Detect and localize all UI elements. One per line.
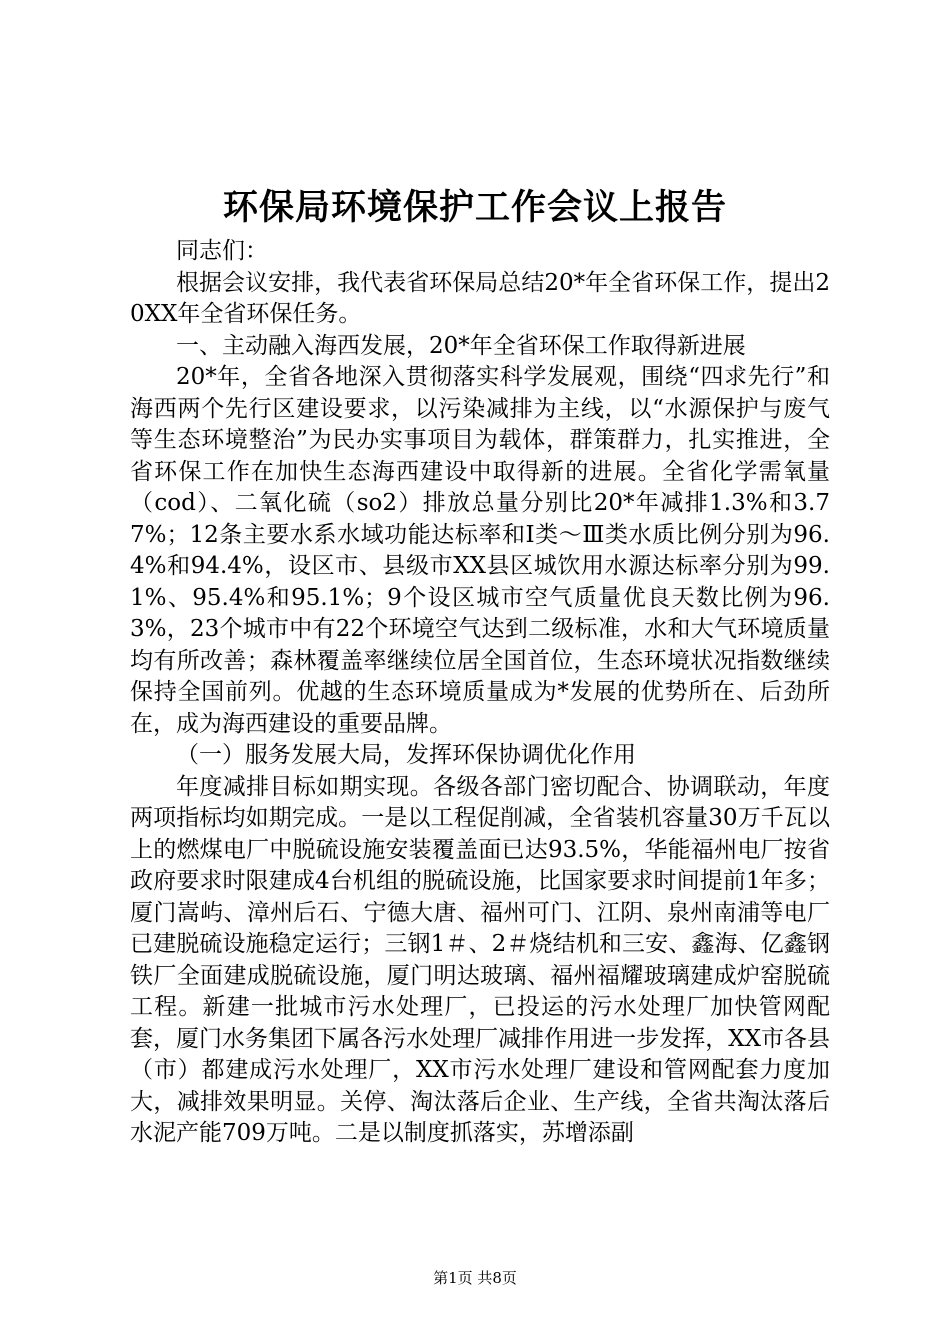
summary-paragraph: 20*年，全省各地深入贯彻落实科学发展观，围绕“四求先行”和海西两个先行区建设要求，以污染减排为主线，以“水源保护与废气等生态环境整治”为民办实事项目为载体，群策群力，扎实推进，全省环保工作在加快生态海西建设中取得新的进展。全省化学需氧量（cod）、二氧化硫（so2）排放总量分别比20*年减排1.3%和3.77%；12条主要水系水域功能达标率和Ⅰ类～Ⅲ类水质比例分别为96.4%和94.4%，设区市、县级市XX县区城饮用水源达标率分别为99.1%、95.4%和95.1%；9个设区城市空气质量优良天数比例为96.3%，23个城市中有22个环境空气达到二级标准，水和大气环境质量均有所改善；森林覆盖率继续位居全国首位，生态环境状况指数继续保持全国前列。优越的生态环境质量成为*发展的优势所在、后劲所在，成为海西建设的重要品牌。 [130, 364, 830, 737]
salutation-paragraph: 同志们： [176, 238, 268, 264]
document-title: 环保局环境保护工作会议上报告 [222, 187, 727, 228]
section-heading-1: 一、主动融入海西发展，20*年全省环保工作取得新进展 [176, 332, 746, 359]
page-number-footer: 第1页 共8页 [433, 1269, 517, 1287]
subsection-heading-1: （一）服务发展大局，发挥环保协调优化作用 [176, 742, 636, 768]
emission-reduction-paragraph: 年度减排目标如期实现。各级各部门密切配合、协调联动，年度两项指标均如期完成。一是以工程促削减，全省装机容量30万千瓦以上的燃煤电厂中脱硫设施安装覆盖面已达93.5%，华能福州电厂按省政府要求时限建成4台机组的脱硫设施，比国家要求时间提前1年多；厦门嵩屿、漳州后石、宁德大唐、福州可门、江阴、泉州南浦等电厂已建脱硫设施稳定运行；三钢1＃、2＃烧结机和三安、鑫海、亿鑫钢铁厂全面建成脱硫设施，厦门明达玻璃、福州福耀玻璃建成炉窑脱硫工程。新建一批城市污水处理厂，已投运的污水处理厂加快管网配套，厦门水务集团下属各污水处理厂减排作用进一步发挥，XX市各县（市）都建成污水处理厂，XX市污水处理厂建设和管网配套力度加大，减排效果明显。关停、淘汰落后企业、生产线，全省共淘汰落后水泥产能709万吨。二是以制度抓落实，苏增添副 [130, 773, 830, 1146]
document-body [130, 236, 830, 1150]
intro-paragraph: 根据会议安排，我代表省环保局总结20*年全省环保工作，提出20XX年全省环保任务。 [130, 269, 830, 327]
